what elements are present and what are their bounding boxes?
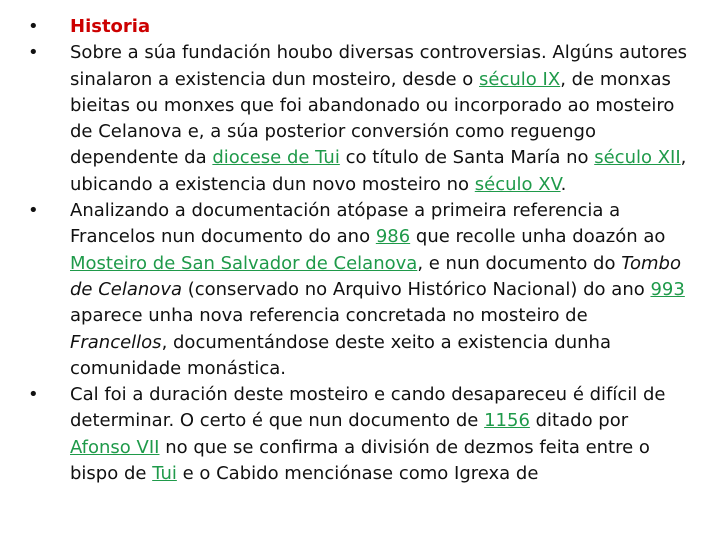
italic-tombo-de-celanova: Tombo de Celanova [70,252,681,300]
link-seculo-xv[interactable]: século XV [474,173,561,195]
text-segment: , e nun documento do [417,252,622,274]
link-993[interactable]: 993 [650,278,685,300]
text-segment: co título de Santa María no [339,147,595,169]
link-seculo-ix[interactable]: século IX [479,68,561,90]
section-heading: Historia [70,16,151,37]
link-afonso-vii[interactable]: Afonso VII [70,436,160,458]
text-segment: Analizando a documentación atópase a primeira referencia a Francelos nun documento do ano [70,200,621,248]
text-segment: ditado por [529,410,629,432]
text-segment: , documentándose deste xeito a existencia dunha comunidade monástica. [70,331,611,379]
link-986[interactable]: 986 [375,226,411,248]
text-segment: (conservado no Arquivo Histórico Nacional) do ano [182,278,651,300]
text-segment: Sobre a súa fundación houbo diversas controversias. Algúns autores sinalaron a existencia dun mosteiro, desde o [70,42,688,90]
link-diocese-de-tui[interactable]: diocese de Tui [212,147,340,169]
text-segment: no que se confirma a división de dezmos feita entre o bispo de [70,436,650,485]
link-tui[interactable]: Tui [152,463,177,485]
bullet-dot: • [28,42,39,64]
link-seculo-xii[interactable]: século XII [594,147,681,169]
text-segment: , de monxas bieitas ou monxes que foi abandonado ou incorporado ao mosteiro de Celanova e, a súa posterior conversión como reguengo dependente da [70,68,675,169]
link-1156[interactable]: 1156 [484,410,530,432]
bullet-paragraph-duration [0,382,690,487]
bullet-paragraph-documentation [0,198,690,382]
text-segment: . [560,173,567,195]
link-mosteiro-celanova[interactable]: Mosteiro de San Salvador de Celanova [70,252,418,274]
bullet-dot: • [28,16,39,37]
bullet-heading [0,14,690,40]
bullet-dot: • [28,384,39,406]
italic-francellos: Francellos [70,331,162,353]
text-segment: , ubicando a existencia dun novo mosteiro no [70,147,687,195]
text-segment: que recolle unha doazón ao [410,226,666,248]
text-segment: Cal foi a duración deste mosteiro e cando desapareceu é difícil de determinar. O certo é que nun documento de [70,384,666,432]
bullet-dot: • [28,200,39,222]
text-segment: e o Cabido menciónase como Igrexa de [176,463,539,485]
text-segment: aparece unha nova referencia concretada no mosteiro de [70,305,588,327]
bullet-list [0,14,690,487]
bullet-paragraph-foundation [0,40,690,198]
